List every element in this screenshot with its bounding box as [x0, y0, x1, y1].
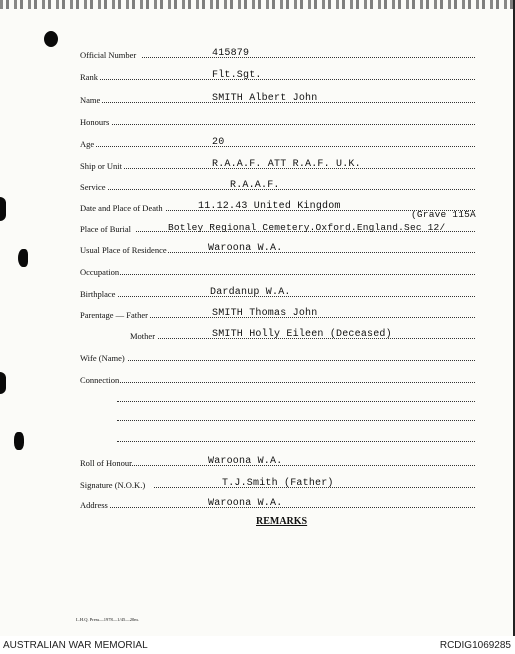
dotted-line	[118, 295, 475, 297]
rank-label: Rank	[80, 72, 98, 82]
dotted-line	[142, 56, 475, 58]
roll-of-honour-value: Waroona W.A.	[208, 456, 283, 467]
address-row	[80, 496, 475, 510]
rank-row	[80, 68, 475, 82]
usual-residence-row	[80, 241, 475, 255]
birthplace-value: Dardanup W.A.	[210, 287, 291, 298]
usual-residence-value: Waroona W.A.	[208, 243, 283, 254]
punch-hole-4	[0, 372, 6, 394]
rank-value: Flt.Sgt.	[212, 70, 262, 81]
parentage-father-value: SMITH Thomas John	[212, 308, 318, 319]
punch-hole-3	[18, 249, 28, 267]
dotted-line	[100, 78, 475, 80]
ship-or-unit-label: Ship or Unit	[80, 161, 123, 171]
service-row	[80, 178, 475, 192]
dotted-line	[112, 123, 475, 125]
wife-label: Wife (Name)	[80, 353, 125, 363]
occupation-label: Occupation	[80, 267, 120, 277]
dotted-line	[130, 464, 475, 466]
parentage-father-label: Parentage — Father	[80, 310, 148, 320]
place-of-burial-row	[80, 220, 475, 234]
official-number-row	[80, 46, 475, 60]
address-value: Waroona W.A.	[208, 498, 283, 509]
dotted-line	[120, 381, 475, 383]
parentage-father-row	[80, 306, 475, 320]
name-row	[80, 91, 475, 105]
age-label: Age	[80, 139, 95, 149]
dotted-line	[128, 359, 475, 361]
wife-row	[80, 349, 475, 363]
burial-grave-note: (Grave 115A	[411, 209, 476, 220]
punch-hole-2	[0, 197, 6, 221]
official-number-value: 415879	[212, 48, 250, 59]
birthplace-row	[80, 285, 475, 299]
dotted-line	[96, 145, 475, 147]
ship-or-unit-row	[80, 157, 475, 171]
connection-line-2	[117, 400, 475, 402]
signature-row	[80, 476, 475, 490]
place-of-burial-value: Botley Regional Cemetery.Oxford.England.Sec 12/	[168, 222, 446, 233]
parentage-mother-value: SMITH Holly Eileen (Deceased)	[212, 329, 392, 340]
place-of-burial-label: Place of Burial	[80, 224, 131, 234]
age-value: 20	[212, 137, 225, 148]
footer-source: AUSTRALIAN WAR MEMORIAL	[3, 640, 148, 651]
connection-line-3	[117, 419, 475, 421]
dotted-line	[110, 506, 475, 508]
signature-label: Signature (N.O.K.)	[80, 480, 146, 490]
punch-hole-1	[44, 31, 58, 47]
roll-of-honour-label: Roll of Honour	[80, 458, 132, 468]
connection-label: Connection	[80, 375, 120, 385]
service-label: Service	[80, 182, 106, 192]
punch-hole-5	[14, 432, 24, 450]
usual-residence-label: Usual Place of Residence	[80, 245, 167, 255]
service-value: R.A.A.F.	[230, 180, 280, 191]
parentage-mother-label: Mother	[130, 331, 156, 341]
honours-label: Honours	[80, 117, 110, 127]
honours-row	[80, 113, 475, 127]
connection-row	[80, 371, 475, 385]
remarks-heading: REMARKS	[256, 516, 308, 527]
printer-imprint: L.H.Q. Press—1978—1/45—20m.	[76, 617, 139, 622]
official-number-label: Official Number	[80, 50, 137, 60]
footer-record-id: RCDIG1069285	[439, 640, 511, 651]
birthplace-label: Birthplace	[80, 289, 116, 299]
parentage-mother-row	[130, 327, 475, 341]
age-row	[80, 135, 475, 149]
connection-line-4	[117, 440, 475, 442]
date-place-death-label: Date and Place of Death	[80, 203, 163, 213]
ship-or-unit-value: R.A.A.F. ATT R.A.F. U.K.	[212, 159, 361, 170]
address-label: Address	[80, 500, 108, 510]
dotted-line	[120, 273, 475, 275]
roll-of-honour-row	[80, 454, 475, 468]
name-value: SMITH Albert John	[212, 93, 318, 104]
signature-value: T.J.Smith (Father)	[222, 478, 334, 489]
dotted-line	[108, 188, 475, 190]
occupation-row	[80, 263, 475, 277]
scan-edge-top	[0, 0, 515, 9]
date-place-death-value: 11.12.43 United Kingdom	[198, 201, 341, 212]
name-label: Name	[80, 95, 101, 105]
